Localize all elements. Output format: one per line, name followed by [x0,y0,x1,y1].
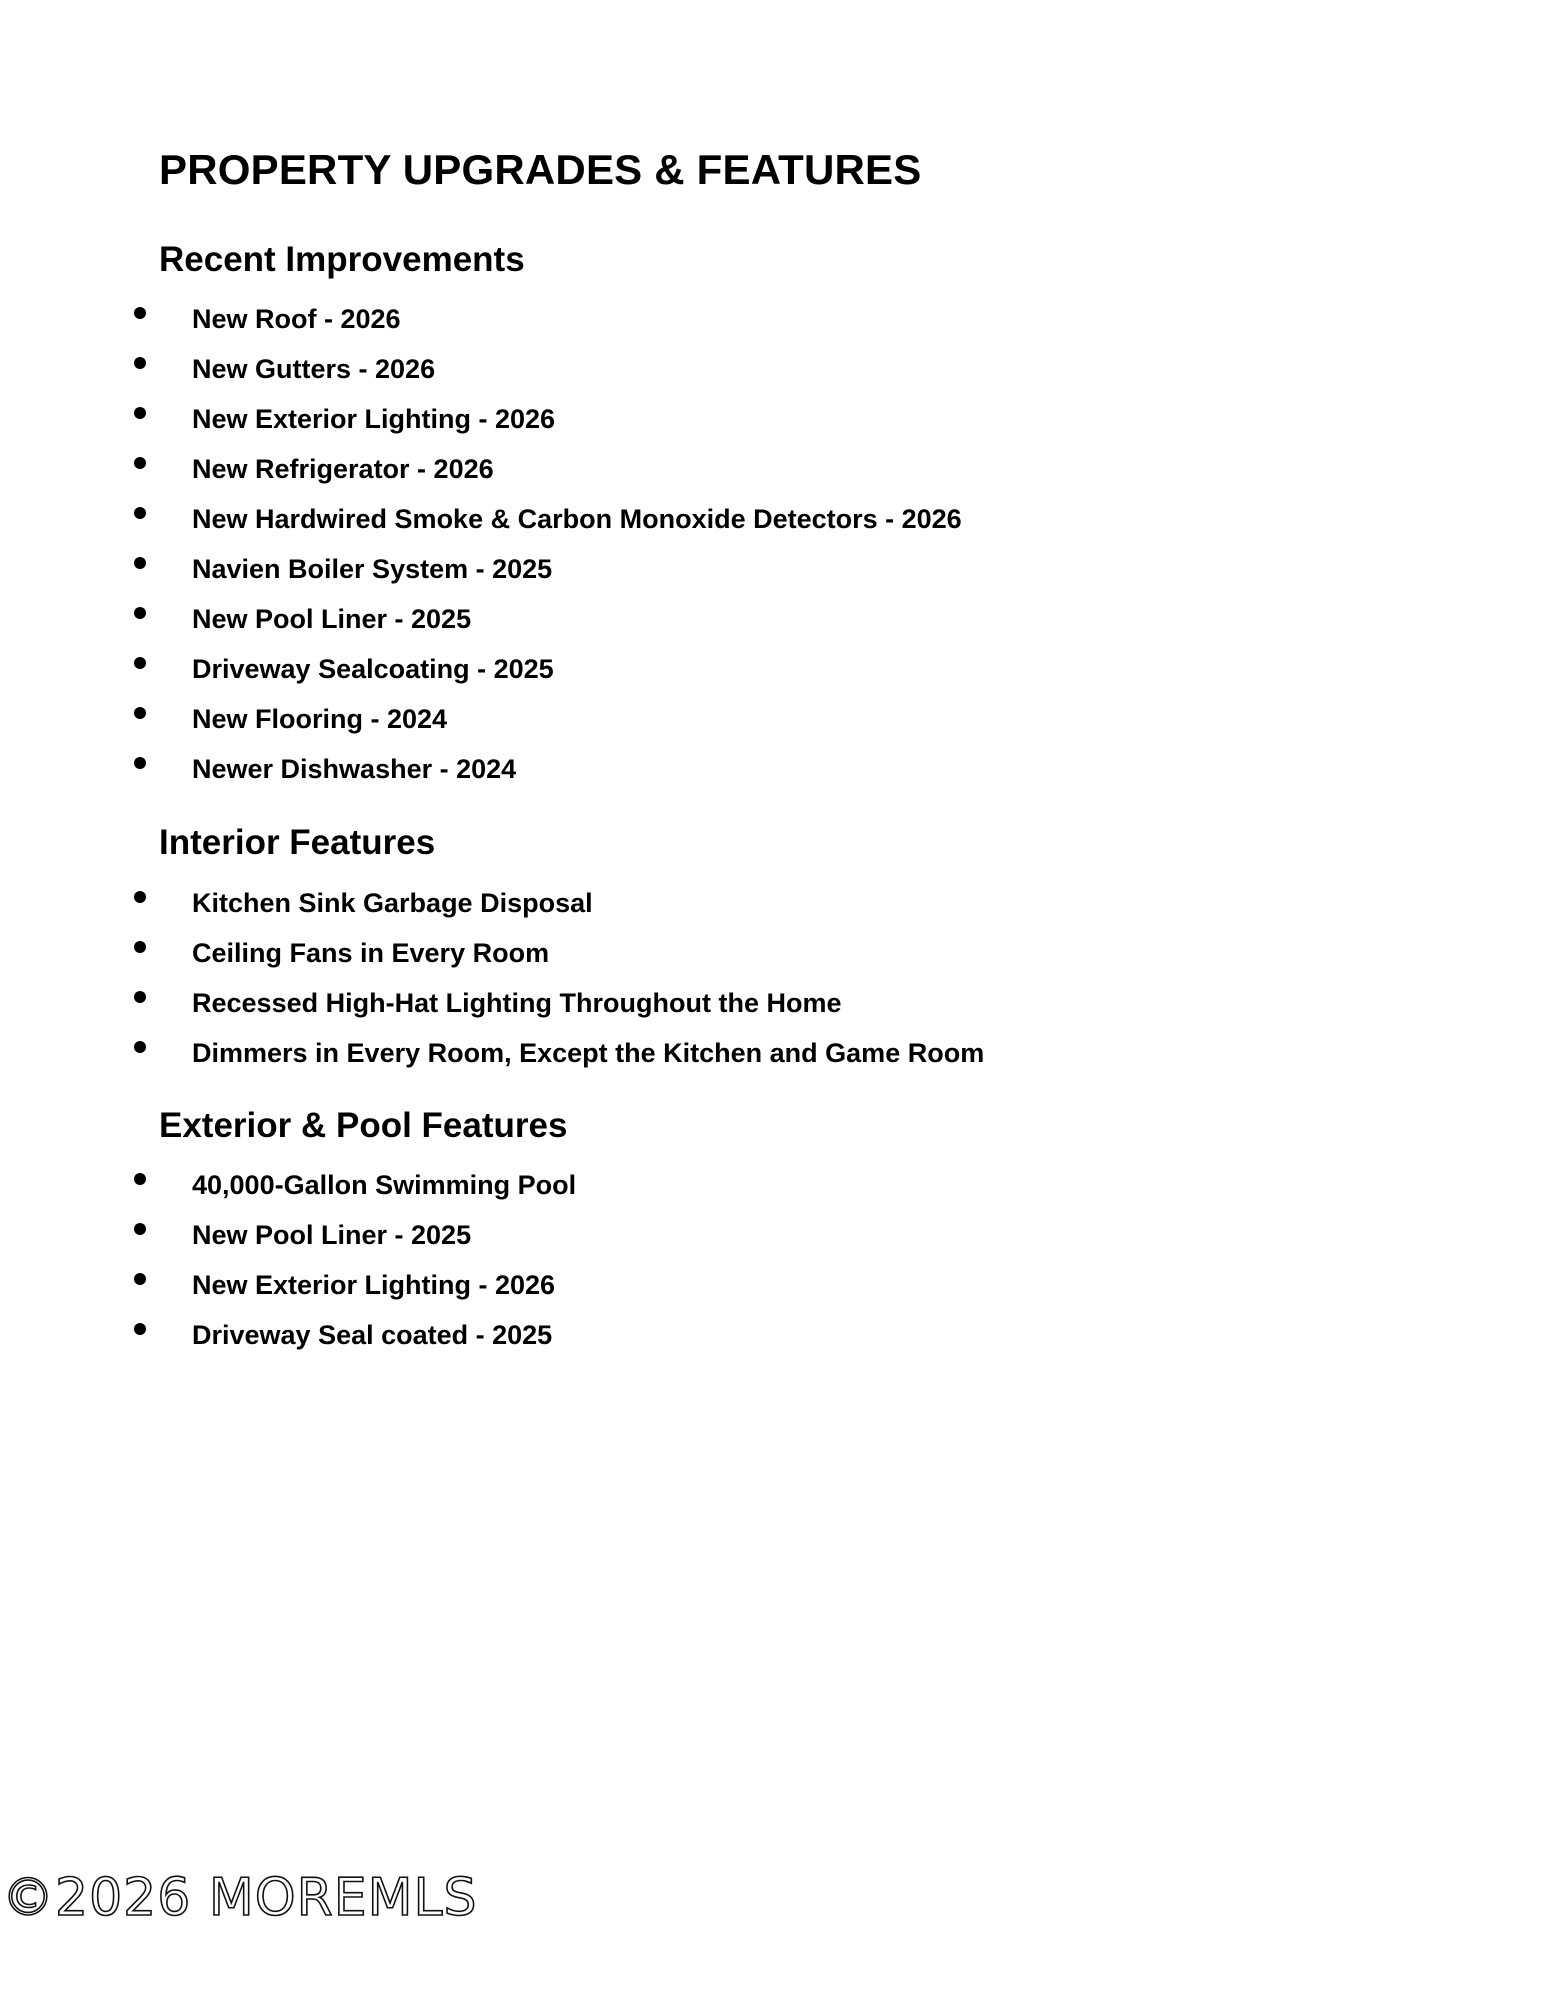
bullet-icon [134,607,146,619]
section-heading-exterior-pool-features: Exterior & Pool Features [159,1106,568,1145]
bullet-icon [134,891,146,903]
bullet-icon [134,557,146,569]
section-heading-interior-features: Interior Features [159,823,436,862]
bullet-icon [134,707,146,719]
page-title: PROPERTY UPGRADES & FEATURES [159,146,922,193]
bullet-icon [134,357,146,369]
bullet-icon [134,757,146,769]
bullet-icon [134,1323,146,1335]
bullet-icon [134,1273,146,1285]
section-heading-recent-improvements: Recent Improvements [159,240,525,279]
bullet-icon [134,307,146,319]
bullet-icon [134,507,146,519]
bullet-icon [134,407,146,419]
bullet-icon [134,457,146,469]
bullet-icon [134,941,146,953]
bullet-icon [134,657,146,669]
copyright-watermark: ©2026 MOREMLS [2,1868,478,1928]
bullet-icon [134,1223,146,1235]
document-page: PROPERTY UPGRADES & FEATURES Recent Improvements New Roof - 2026 New Gutters - 2026 New Exterior Lighting - 2026 New Refrigerator - 2026 New Hardwired Smoke & Carbon Monoxide Detectors - 2026 Navien Boiler System - 2025 New Pool Liner - 2025 Driveway Sealcoating - 2025 New Flooring - 2024 Newer Dishwasher - 2024 Interior Features Kitchen Sink Garbage Disposal Ceiling Fans in Every Room Recessed High-Hat Lighting Throughout the Home Dimmers in Every Room, Except the Kitchen and Game Room Exterior & Pool Features 40,000-Gallon Swimming Pool New Pool Liner - 2025 New Exterior Lighting - 2026 Driveway Seal coated - 2025 ©2026 MOREMLS [2,146,985,1928]
bullet-icon [134,1041,146,1053]
bullet-icon [134,991,146,1003]
bullet-icon [134,1173,146,1185]
